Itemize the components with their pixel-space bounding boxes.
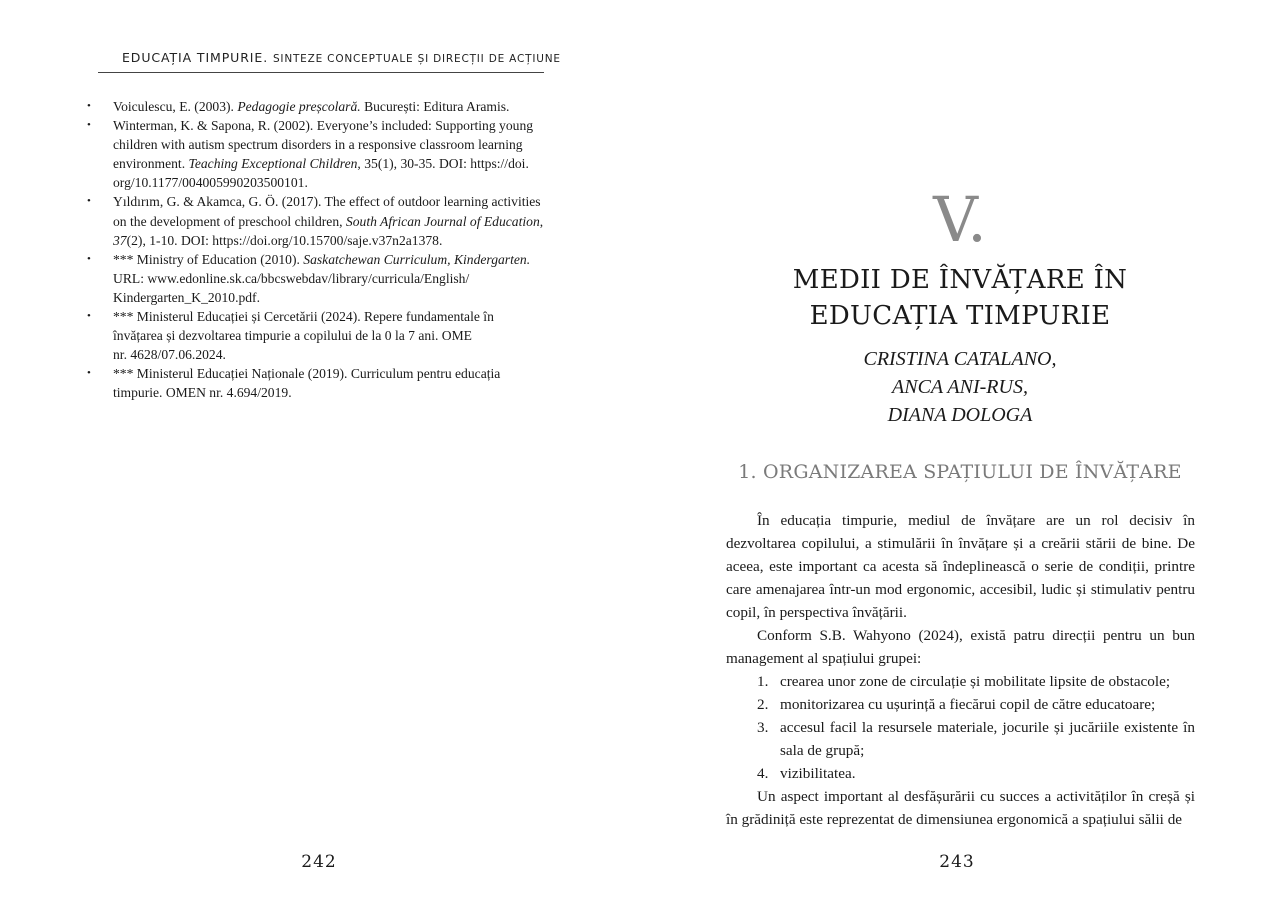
list-item-number: 3. <box>757 719 769 736</box>
numbered-list <box>726 670 1195 785</box>
reference-italic-text: Teaching Exceptional Children <box>188 156 358 172</box>
chapter-title <box>640 262 1280 334</box>
section-heading: 1. ORGANIZAREA SPAȚIULUI DE ÎNVĂȚARE <box>738 461 1182 483</box>
reference-item <box>84 97 564 116</box>
page-number-left: 242 <box>301 852 337 872</box>
bullet-icon: • <box>87 100 91 112</box>
header-rule <box>98 72 544 73</box>
reference-text: București: Editura Aramis. <box>360 99 510 114</box>
bullet-icon: • <box>87 195 91 208</box>
list-item-text: accesul facil la resursele materiale, jocurile și jucăriile existente în sala de grupă; <box>780 719 1195 759</box>
reference-list <box>84 97 564 403</box>
list-item-text: crearea unor zone de circulație și mobilitate lipsite de obstacole; <box>780 673 1171 690</box>
chapter-title-line: MEDII DE ÎNVĂȚARE ÎN <box>792 265 1128 295</box>
reference-text: nr. 4628/07.06.2024. <box>113 347 226 363</box>
right-page <box>640 0 1280 911</box>
reference-text: org/10.1177/004005990203500101. <box>113 175 308 191</box>
reference-text: Winterman, K. & Sapona, R. (2002). Everyone’s included: Supporting young <box>113 118 534 134</box>
reference-text: *** Ministerul Educației și Cercetării (2024). Repere fundamentale în <box>113 309 494 325</box>
reference-line <box>113 233 442 248</box>
reference-italic-text: Saskatchewan Curriculum, Kindergarten. <box>303 251 531 267</box>
reference-line <box>113 156 529 171</box>
running-header-subtitle: SINTEZE CONCEPTUALE ȘI DIRECȚII DE ACȚIUNE <box>272 53 561 65</box>
running-header-title: EDUCAȚIA TIMPURIE. <box>122 50 269 65</box>
reference-item <box>84 116 564 192</box>
list-item <box>726 762 1195 785</box>
reference-item <box>84 307 564 364</box>
list-item-text: vizibilitatea. <box>780 765 856 782</box>
list-item <box>726 693 1195 716</box>
list-item-number: 1. <box>757 673 769 690</box>
reference-italic-text: Pedagogie preșcolară. <box>237 99 361 114</box>
reference-italic-text: South African Journal of Education <box>345 213 540 229</box>
reference-line <box>113 118 533 133</box>
list-item-number: 4. <box>757 765 769 782</box>
reference-line <box>113 271 469 286</box>
reference-text: timpurie. OMEN nr. 4.694/2019. <box>113 385 292 401</box>
reference-line <box>113 366 500 381</box>
reference-text: *** Ministerul Educației Naționale (2019). Curriculum pentru educația <box>113 366 501 382</box>
running-header <box>98 50 561 65</box>
reference-line <box>113 309 494 324</box>
reference-text: on the development of preschool children, <box>113 213 346 229</box>
chapter-authors <box>640 345 1280 429</box>
list-item <box>726 670 1195 693</box>
reference-text: învățarea și dezvoltarea timpurie a copilului de la 0 la 7 ani. OME <box>113 328 472 344</box>
reference-text: , 35(1), 30-35. DOI: https://doi. <box>357 156 529 172</box>
reference-text: Yıldırım, G. & Akamca, G. Ö. (2017). The effect of outdoor learning activities <box>113 194 541 210</box>
author-name: ANCA ANI-RUS, <box>892 376 1028 398</box>
reference-text: children with autism spectrum disorders in a responsive classroom learning <box>113 137 523 153</box>
bullet-icon: • <box>87 252 91 265</box>
author-name: DIANA DOLOGA <box>887 404 1033 426</box>
list-item-number: 2. <box>757 696 769 713</box>
reference-line <box>113 290 260 305</box>
reference-line <box>113 328 472 343</box>
list-item <box>726 716 1195 762</box>
reference-text: *** Ministry of Education (2010). <box>113 251 304 267</box>
reference-text: Kindergarten_K_2010.pdf. <box>113 289 260 305</box>
reference-line <box>113 137 523 152</box>
reference-text: URL: www.edonline.sk.ca/bbcswebdav/library/curricula/English/ <box>113 270 470 286</box>
bullet-icon: • <box>87 119 91 132</box>
reference-item <box>84 250 564 307</box>
chapter-title-line: EDUCAȚIA TIMPURIE <box>809 301 1111 331</box>
reference-text: environment. <box>113 156 189 172</box>
reference-line <box>113 347 226 362</box>
reference-text: , <box>539 213 544 229</box>
reference-italic-text: 37 <box>113 232 127 248</box>
reference-line <box>113 194 541 209</box>
chapter-number: V. <box>933 183 987 256</box>
reference-item <box>84 192 564 249</box>
reference-line <box>113 175 308 190</box>
body-text <box>726 509 1195 831</box>
reference-line <box>113 252 530 267</box>
paragraph: În educația timpurie, mediul de învățare are un rol decisiv în dezvoltarea copilului, a stimulării în învățare și a creării stării de bine. De aceea, este important ca acesta să îndeplinească o serie de condiții, printre care amenajarea într-un mod ergonomic, accesibil, ludic și stimulativ pentru copil, în perspectiva învățării. <box>726 512 1195 621</box>
reference-line <box>113 99 509 114</box>
paragraph: Un aspect important al desfășurării cu succes a activităților în creșă și în grădiniță este reprezentat de dimensiunea ergonomică a spațiului sălii de <box>726 788 1195 828</box>
bullet-icon: • <box>87 310 91 323</box>
bullet-icon: • <box>87 367 91 380</box>
paragraph: Conform S.B. Wahyono (2024), există patru direcții pentru un bun management al spațiului grupei: <box>726 627 1195 667</box>
reference-text: Voiculescu, E. (2003). <box>113 99 238 114</box>
page-number-right: 243 <box>939 852 975 872</box>
reference-line <box>113 385 292 400</box>
reference-text: (2), 1-10. DOI: https://doi.org/10.15700/saje.v37n2a1378. <box>126 232 443 248</box>
list-item-text: monitorizarea cu ușurință a fiecărui copil de către educatoare; <box>780 696 1156 713</box>
author-name: CRISTINA CATALANO, <box>863 348 1057 370</box>
reference-item <box>84 364 564 402</box>
reference-line <box>113 214 543 229</box>
